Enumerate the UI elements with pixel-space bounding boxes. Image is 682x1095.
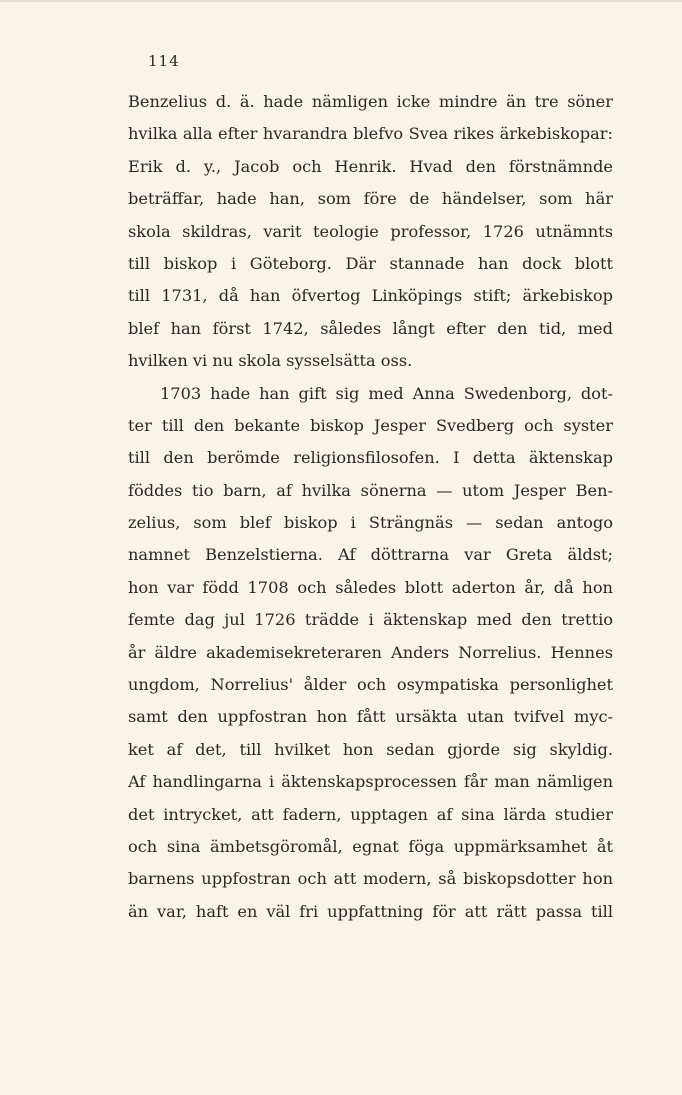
text-line: barnens uppfostran och att modern, så biskopsdotter hon [128, 869, 613, 889]
body-text [128, 86, 613, 928]
text-line: Benzelius d. ä. hade nämligen icke mindre än tre söner [128, 92, 613, 111]
text-line: föddes tio barn, af hvilka sönerna — utom Jesper Ben- [128, 480, 613, 500]
text-line: det intrycket, att fadern, upptagen af sina lärda studier [128, 804, 613, 824]
text-line: ter till den bekante biskop Jesper Svedberg och syster [128, 415, 613, 435]
text-line: skola skildras, varit teologie professor, 1726 utnämnts [128, 221, 613, 241]
text-line: hon var född 1708 och således blott aderton år, då hon [128, 577, 613, 597]
text-line: 1703 hade han gift sig med Anna Swedenborg, dot- [160, 383, 613, 403]
text-line: till 1731, då han öfvertog Linköpings stift; ärkebiskop [128, 286, 613, 306]
text-line: Af handlingarna i äktenskapsprocessen får man nämligen [128, 772, 613, 792]
text-line: zelius, som blef biskop i Strängnäs — sedan antogo [128, 513, 613, 533]
text-line: år äldre akademisekreteraren Anders Norrelius. Hennes [128, 642, 613, 662]
text-line: ket af det, till hvilket hon sedan gjorde sig skyldig. [128, 739, 613, 759]
text-line: och sina ämbetsgöromål, egnat föga uppmärksamhet åt [128, 836, 613, 856]
text-line: blef han först 1742, således långt efter den tid, med [128, 318, 613, 338]
text-line: femte dag jul 1726 trädde i äktenskap med den trettio [128, 610, 613, 630]
text-line: till den berömde religionsfilosofen. I detta äktenskap [128, 448, 613, 468]
text-line: än var, haft en väl fri uppfattning för att rätt passa till [128, 901, 613, 921]
text-line: samt den uppfostran hon fått ursäkta utan tvifvel myc- [128, 707, 613, 727]
text-line: ungdom, Norrelius' ålder och osympatiska personlighet [128, 675, 613, 695]
page-number: 114 [148, 52, 180, 70]
text-line: hvilken vi nu skola sysselsätta oss. [128, 351, 413, 371]
page-top-edge [0, 0, 682, 2]
text-line: Erik d. y., Jacob och Henrik. Hvad den förstnämnde [128, 156, 613, 176]
text-line: hvilka alla efter hvarandra blefvo Svea rikes ärkebiskopar: [128, 124, 613, 144]
text-line: beträffar, hade han, som före de händelser, som här [128, 189, 613, 209]
text-line: namnet Benzelstierna. Af döttrarna var Greta äldst; [128, 545, 613, 565]
text-line: till biskop i Göteborg. Där stannade han dock blott [128, 253, 613, 273]
